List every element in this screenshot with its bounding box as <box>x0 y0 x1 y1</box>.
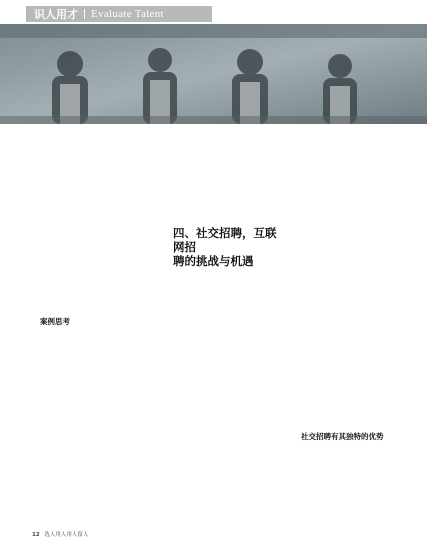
column-divider <box>84 9 85 19</box>
page-header <box>0 0 427 24</box>
page-number: 12 <box>32 532 40 538</box>
page-footer <box>32 530 88 538</box>
column-subtitle: Evaluate Talent <box>91 8 164 20</box>
section-heading-line-1: 四、社交招聘，互联网招 <box>173 226 277 254</box>
column-title: 识人用才 <box>34 8 78 21</box>
business-people-photo <box>0 24 427 124</box>
section-heading-line-2: 聘的挑战与机遇 <box>173 254 254 268</box>
advantage-heading: 社交招聘有其独特的优势 <box>301 432 384 441</box>
section-heading <box>173 226 285 268</box>
header-photo <box>0 24 427 124</box>
case-study-heading: 案例思考 <box>40 317 70 326</box>
magazine-name: 选人用人用人留人 <box>44 532 89 538</box>
column-banner <box>26 6 212 22</box>
